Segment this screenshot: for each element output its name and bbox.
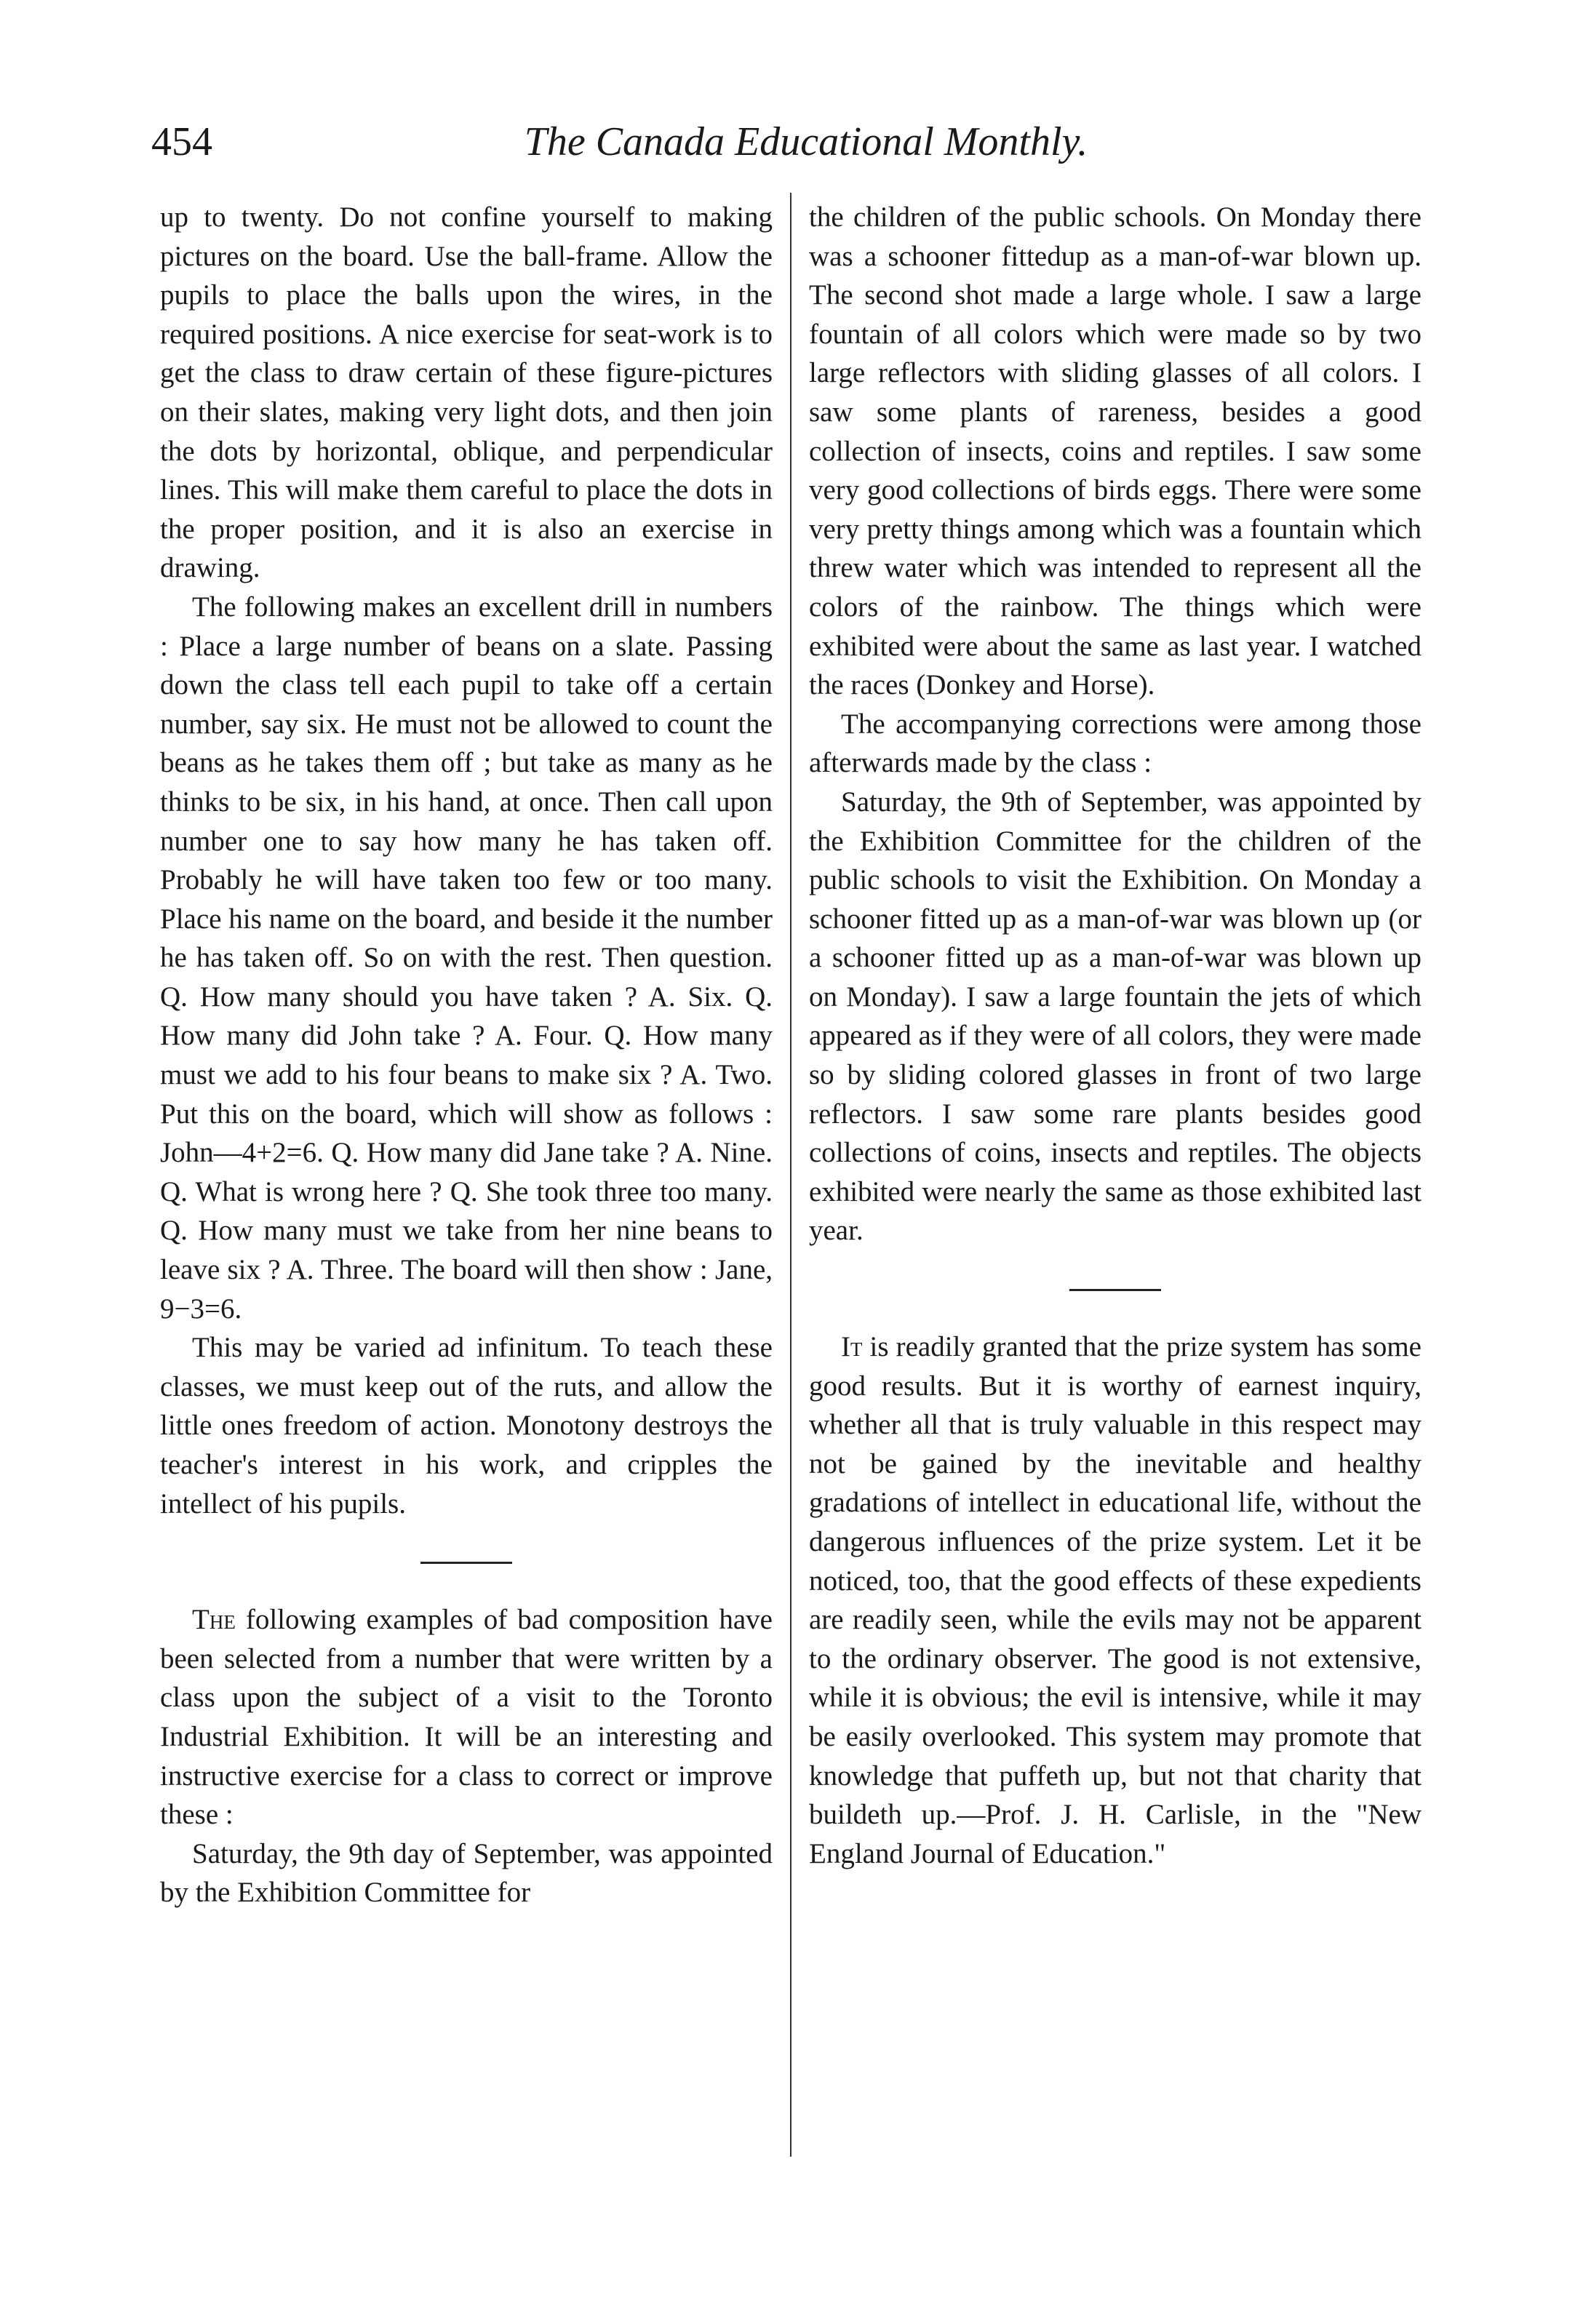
paragraph <box>160 1600 773 1834</box>
paragraph: Saturday, the 9th of September, was appointed by the Exhibition Committee for the children of the public schools to visit the Exhibition. On Monday a schooner fitted up as a man-of-war was blown up (or a schooner fitted up as a man-of-war was blown up on Monday). I saw a large fountain the jets of which appeared as if they were of all colors, they were made so by sliding colored glasses in front of two large reflectors. I saw some rare plants besides good collections of coins, insects and reptiles. The objects exhibited were nearly the same as those exhibited last year. <box>809 786 1421 1247</box>
paragraph: Saturday, the 9th day of September, was appointed by the Exhibition Committee for <box>160 1837 773 1909</box>
section-separator <box>160 1523 773 1600</box>
column-divider <box>790 193 791 2157</box>
paragraph: The accompanying corrections were among those afterwards made by the class : <box>809 708 1421 779</box>
paragraph <box>809 1327 1421 1873</box>
small-caps-lead: The <box>192 1604 236 1636</box>
paragraph-text: is readily granted that the prize system has some good results. But it is worthy of earnest inquiry, whether all that is truly valuable in this respect may not be gained by the inevitable and healthy gradations of intellect in educational life, without the dangerous influences of the prize system. Let it be noticed, too, that the good effects of these expedients are readily seen, while the evils may not be apparent to the ordinary observer. The good is not extensive, while it is obvious; the evil is intensive, while it may be easily overlooked. This system may promote that knowledge that puffeth up, but not that charity that buildeth up.—Prof. J. H. Carlisle, in the "New England Journal of Education." <box>809 1331 1421 1869</box>
paragraph-text: following examples of bad composition have been selected from a number that were written by a class upon the subject of a visit to the Toronto Industrial Exhibition. It will be an interesting and instructive exercise for a class to correct or improve these : <box>160 1604 773 1831</box>
right-column <box>809 198 1421 1873</box>
section-separator <box>809 1250 1421 1327</box>
small-caps-lead: It <box>841 1331 863 1363</box>
page-header <box>151 109 1461 175</box>
paragraph: This may be varied ad infinitum. To teach these classes, we must keep out of the ruts, and allow the little ones freedom of action. Monotony destroys the teacher's interest in his work, and cripples the intellect of his pupils. <box>160 1332 773 1520</box>
paragraph: The following makes an excellent drill in numbers : Place a large number of beans on a slate. Passing down the class tell each pupil to take off a certain number, say six. He must not be allowed to count the beans as he takes them off ; but take as many as he thinks to be six, in his hand, at once. Then call upon number one to say how many he has taken off. Probably he will have taken too few or too many. Place his name on the board, and beside it the number he has taken off. So on with the rest. Then question. Q. How many should you have taken ? A. Six. Q. How many did John take ? A. Four. Q. How many must we add to his four beans to make six ? A. Two. Put this on the board, which will show as follows : John—4+2=6. Q. How many did Jane take ? A. Nine. Q. What is wrong here ? Q. She took three too many. Q. How many must we take from her nine beans to leave six ? A. Three. The board will then show : Jane, 9−3=6. <box>160 591 773 1325</box>
left-column <box>160 198 773 1912</box>
paragraph: up to twenty. Do not confine yourself to making pictures on the board. Use the ball-frame. Allow the pupils to place the balls upon the wires, in the required positions. A nice exercise for seat-work is to get the class to draw certain of these figure-pictures on their slates, making very light dots, and then join the dots by horizontal, oblique, and perpendicular lines. This will make them careful to place the dots in the proper position, and it is also an exercise in drawing. <box>160 201 773 584</box>
paragraph: the children of the public schools. On Monday there was a schooner fittedup as a man-of-war blown up. The second shot made a large whole. I saw a large fountain of all colors which were made so by two large reflectors with sliding glasses of all colors. I saw some plants of rareness, besides a good collection of insects, coins and reptiles. I saw some very good collections of birds eggs. There were some very pretty things among which was a fountain which threw water which was intended to represent all the colors of the rainbow. The things which were exhibited were about the same as last year. I watched the races (Donkey and Horse). <box>809 201 1421 701</box>
journal-title: The Canada Educational Monthly. <box>524 119 1088 164</box>
page-number: 454 <box>151 119 212 164</box>
